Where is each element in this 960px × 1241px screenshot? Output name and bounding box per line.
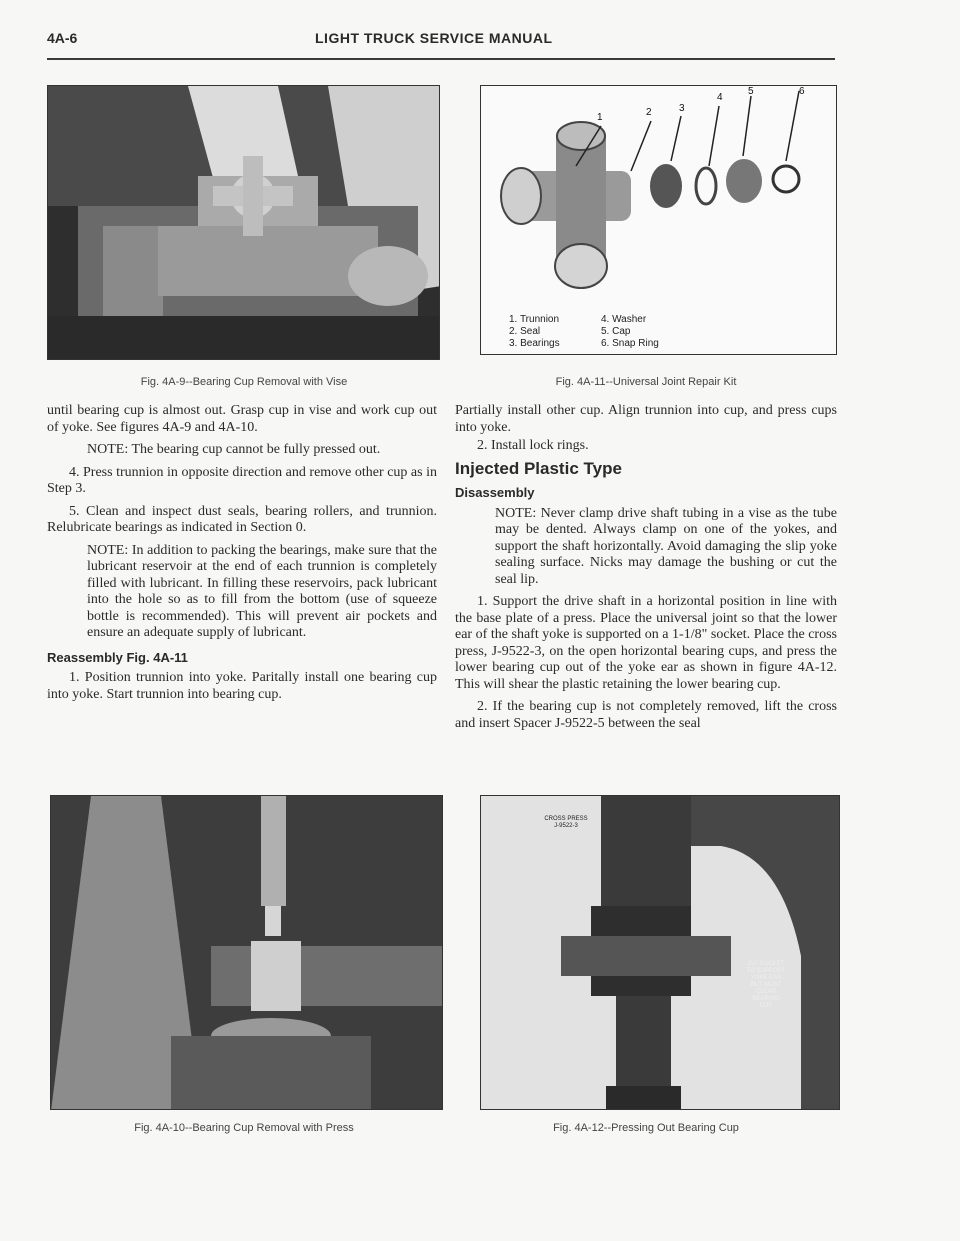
right-column-text [455,403,837,738]
note: NOTE: In addition to packing the bearings, make sure that the lubricant reservoir at the end of each trunnion is completely filled with lubricant. In filling these reservoirs, pack lubricant into the hole so as to fill from the bottom (use of squeeze bottle is recommended). This will prevent air pockets and ensure an adequate supply of lubricant. [87,542,437,640]
label-line: CLEAR [755,989,776,995]
cap-drawing [726,159,762,203]
paragraph: 1. Position trunnion into yoke. Paritally install one bearing cup into yoke. Start trunnion into bearing cup. [47,670,437,702]
paragraph: until bearing cup is almost out. Grasp cup in vise and work cup out of yoke. See figures 4A-9 and 4A-10. [47,403,437,435]
legend-item: 4. Washer [601,314,647,325]
callout-6: 6 [799,86,805,97]
label-line: YOKE EAR [750,975,782,981]
paragraph: Partially install other cup. Align trunnion into cup, and press cups into yoke. [455,403,837,435]
callout-1: 1 [597,112,603,123]
figure-4a-9-caption: Fig. 4A-9--Bearing Cup Removal with Vise [140,376,348,388]
legend-item: 3. Bearings [509,338,560,349]
callout-2: 2 [646,107,652,118]
figure-4a-12-caption: Fig. 4A-12--Pressing Out Bearing Cup [553,1122,739,1134]
subsection-heading: Disassembly [455,485,535,500]
parts-legend [509,314,560,350]
press-photo-illustration [51,796,443,1110]
pressing-cup-photo-illustration [481,796,840,1110]
label-line: TO SUPPORT [746,968,786,974]
figure-4a-11-diagram [480,85,837,355]
label-line: CROSS PRESS [544,816,588,822]
paragraph: 5. Clean and inspect dust seals, bearing rollers, and trunnion. Relubricate bearings as indicated in Section 0. [47,503,437,535]
legend-item: 2. Seal [509,326,541,337]
cross-press-label [536,816,596,830]
figure-4a-9-photo [47,85,440,360]
left-column-text [47,403,437,709]
figure-4a-12-photo [480,795,840,1110]
header-rule [47,58,835,60]
note: NOTE: Never clamp drive shaft tubing in a vise as the tube may be dented. Always clamp on one of the yokes, and support the shaft horizontally. Avoid damaging the slip yoke sealing surface. Nicks may damage the bushing or cut the seal lip. [495,505,837,587]
label-line: CUP [759,1003,773,1009]
callout-3: 3 [679,103,685,114]
bearings-drawing [650,164,682,208]
trunnion-drawing [501,122,631,288]
page-number: 4A-6 [47,30,78,46]
note: NOTE: The bearing cup cannot be fully pressed out. [87,442,381,457]
callout-5: 5 [748,86,754,97]
vise-photo-illustration [48,86,440,360]
washer-drawing [696,168,716,204]
legend-item: 6. Snap Ring [601,338,659,349]
figure-4a-10-photo [50,795,443,1110]
label-line: 1¼" SOCKET [747,961,785,967]
snap-ring-drawing [773,166,799,192]
paragraph: 4. Press trunnion in opposite direction and remove other cup as in Step 3. [47,464,437,496]
callout-4: 4 [717,92,723,103]
legend-item: 1. Trunnion [509,314,560,325]
socket-label [741,961,791,1010]
paragraph: 1. Support the drive shaft in a horizontal position in line with the base plate of a press. Place the universal joint so that the lower ear of the shaft yoke is supported on a 1-1/8" socket. Place the cross press, J-9522-3, on the open horizontal bearing cups, and press the lower bearing cup out of the yoke ear as shown in figure 4A-12. This will shear the plastic retaining the lower bearing cup. [455,594,837,692]
page-header [47,30,837,54]
callout-leaders [576,91,799,171]
section-heading: Injected Plastic Type [455,458,622,478]
paragraph: 2. Install lock rings. [477,438,589,453]
figure-4a-10-caption: Fig. 4A-10--Bearing Cup Removal with Press [134,1122,354,1134]
legend-item: 5. Cap [601,326,631,337]
figure-4a-11-caption: Fig. 4A-11--Universal Joint Repair Kit [555,376,737,388]
paragraph: 2. If the bearing cup is not completely removed, lift the cross and insert Spacer J-9522-5 between the seal [455,699,837,731]
label-line: BUT MUST [750,982,782,988]
parts-legend [601,314,659,350]
label-line: J-9522-3 [554,823,578,829]
label-line: BEARING [752,996,780,1002]
subsection-heading: Reassembly Fig. 4A-11 [47,649,188,665]
running-title: LIGHT TRUCK SERVICE MANUAL [315,30,553,46]
